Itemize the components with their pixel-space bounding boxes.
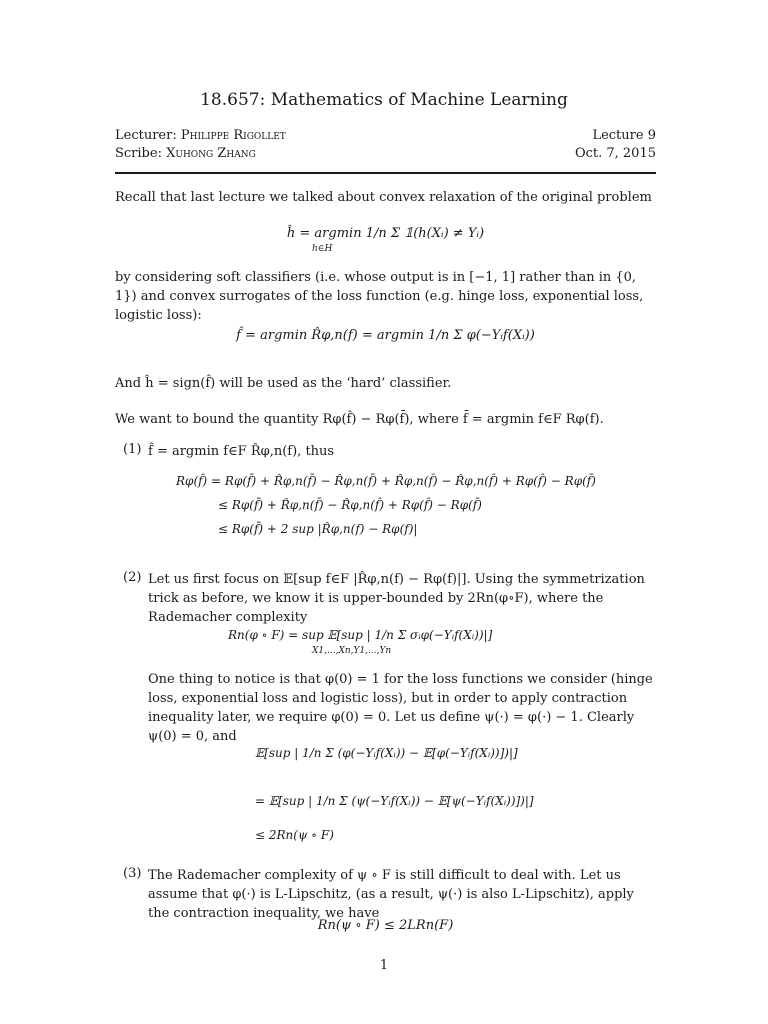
item-2-number: (2) xyxy=(123,570,142,585)
equation-psi-line-1: 𝔼[sup | 1/n Σ (φ(−Yᵢf(Xᵢ)) − 𝔼[φ(−Yᵢf(Xᵢ))])|] xyxy=(255,746,518,760)
item-3-number: (3) xyxy=(123,866,142,881)
equation-psi-line-2: = 𝔼[sup | 1/n Σ (ψ(−Yᵢf(Xᵢ)) − 𝔼[ψ(−Yᵢf(Xᵢ))])|] xyxy=(255,794,534,808)
equation-risk-line-3: ≤ Rφ(f̄) + 2 sup |R̂φ,n(f) − Rφ(f)| xyxy=(218,522,418,536)
intro-paragraph: Recall that last lecture we talked about convex relaxation of the original problem xyxy=(115,190,652,205)
header-rule xyxy=(115,172,656,174)
equation-contraction: Rn(ψ ∘ F) ≤ 2LRn(F) xyxy=(317,918,454,933)
scribe-line xyxy=(115,146,256,161)
equation-argmin-h-limit: h∈H xyxy=(312,244,333,254)
paper-title: 18.657: Mathematics of Machine Learning xyxy=(200,90,568,110)
equation-rademacher: Rn(φ ∘ F) = sup 𝔼[sup | 1/n Σ σᵢφ(−Yᵢf(Xᵢ))|] xyxy=(228,628,493,642)
equation-argmin-f: f̂ = argmin R̂φ,n(f) = argmin 1/n Σ φ(−Yᵢf(Xᵢ)) xyxy=(236,328,535,343)
item-3-text: The Rademacher complexity of ψ ∘ F is still difficult to deal with. Let us assume that φ(·) is L-Lipschitz, (as a result, ψ(·) is also L-Lipschitz), apply the contraction inequality, we have xyxy=(148,868,634,921)
equation-risk-line-1: Rφ(f̂) = Rφ(f̄) + R̂φ,n(f̄) − R̂φ,n(f̄) + R̂φ,n(f̂) − R̂φ,n(f̂) + Rφ(f̂) − Rφ(f̄) xyxy=(176,474,596,488)
bound-sentence: We want to bound the quantity Rφ(f̂) − Rφ(f̄), where f̄ = argmin f∈F Rφ(f). xyxy=(115,412,604,427)
lecture-label: Lecture xyxy=(592,128,644,143)
soft-classifier-paragraph: by considering soft classifiers (i.e. whose output is in [−1, 1] rather than in {0, 1}) and convex surrogates of the loss function (e.g. hinge loss, exponential loss, logistic loss): xyxy=(115,270,644,323)
item-2-text: Let us first focus on 𝔼[sup f∈F |R̂φ,n(f) − Rφ(f)|]. Using the symmetrization trick as before, we know it is upper-bounded by 2Rn(φ∘F), where the Rademacher complexity xyxy=(148,572,645,625)
lecturer-label: Lecturer: xyxy=(115,128,177,143)
equation-risk-line-2: ≤ Rφ(f̄) + R̂φ,n(f̄) − R̂φ,n(f̂) + Rφ(f̂) − Rφ(f̄) xyxy=(218,498,482,512)
lecture-date: Oct. 7, 2015 xyxy=(574,146,656,161)
item-1-number: (1) xyxy=(123,442,142,457)
page-number: 1 xyxy=(379,958,389,973)
item-1-text: f̂ = argmin f∈F R̂φ,n(f), thus xyxy=(148,444,335,459)
equation-psi-line-3: ≤ 2Rn(ψ ∘ F) xyxy=(255,828,334,842)
lecture-number: 9 xyxy=(647,128,656,143)
scribe-name: Xuhong Zhang xyxy=(166,146,256,161)
scribe-label: Scribe: xyxy=(115,146,162,161)
equation-argmin-h: ĥ = argmin 1/n Σ 𝟙(h(Xᵢ) ≠ Yᵢ) xyxy=(286,226,485,241)
lecturer-name: Philippe Rigollet xyxy=(180,128,286,143)
equation-rademacher-limit: X1,...,Xn,Y1,...,Yn xyxy=(312,646,392,656)
lecture-info xyxy=(560,128,656,143)
hard-classifier-sentence: And ĥ = sign(f̂) will be used as the ‘hard’ classifier. xyxy=(115,376,452,391)
lecturer-line xyxy=(115,128,286,143)
contraction-note: One thing to notice is that φ(0) = 1 for the loss functions we consider (hinge loss, exponential loss and logistic loss), but in order to apply contraction inequality later, we require φ(0) = 0. Let us define ψ(·) = φ(·) − 1. Clearly ψ(0) = 0, and xyxy=(148,672,653,744)
